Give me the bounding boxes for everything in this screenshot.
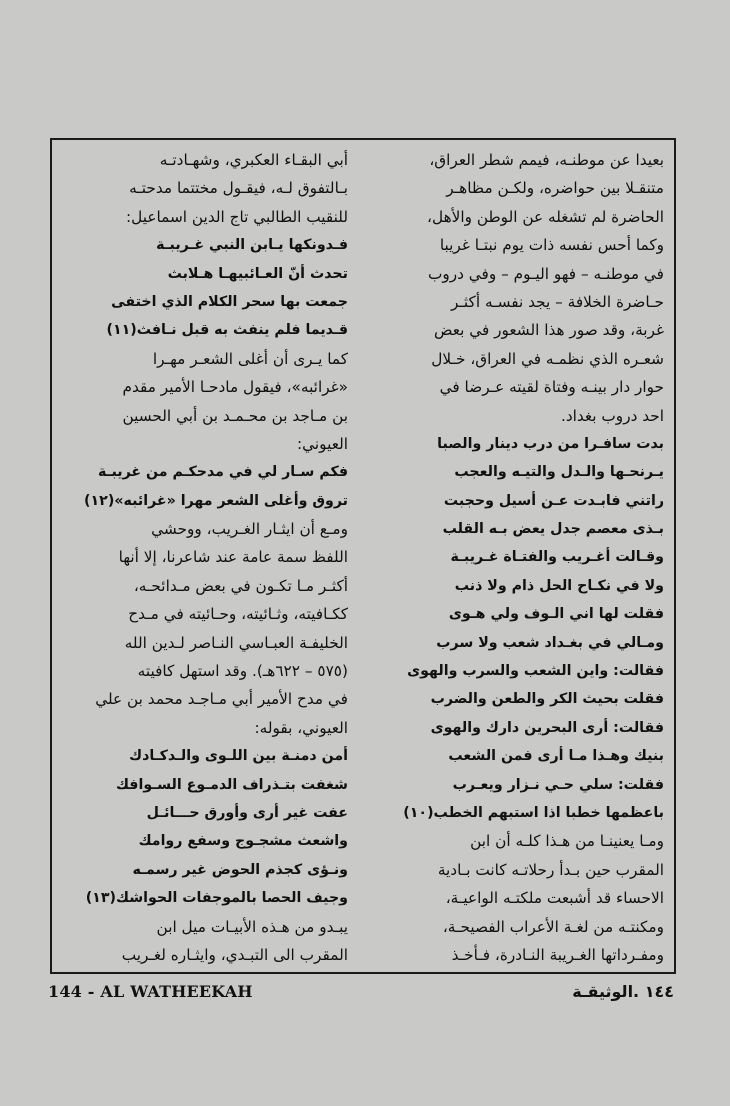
text-column-left [64, 146, 348, 968]
right-column-verse-line: فقالت: واين الشعب والسرب والهوى [407, 663, 664, 680]
left-column-text-line: اللفظ سمة عامة عند شاعرنا، إلا أنها [118, 548, 348, 567]
right-column-verse-line: فقلت لها اني الـوف ولي هـوى [448, 606, 664, 623]
right-column-text-line: المقرب حين بـدأ رحلاتـه كانت بـادية [437, 860, 664, 879]
right-column-text-line: ومـا يعنينـا من هـذا كلـه أن ابن [470, 832, 664, 851]
right-column-verse-line: بنيك وهـذا مـا أرى فمن الشعب [448, 748, 664, 765]
left-column-text-line: ككـافيته، وثـائيته، وحـائيته في مـدح [128, 605, 348, 624]
right-column-text-line: الاحساء قد أشبعت ملكتـه الواعيـة، [445, 889, 664, 908]
right-column-verse-line: ومـالي في بغـداد شعب ولا سرب [436, 634, 664, 651]
left-column-text-line: بـالتفوق لـه، فيقـول مختتما مدحتـه [129, 179, 348, 198]
left-column-text-line: يبـدو من هـذه الأبيـات ميل ابن [156, 917, 348, 936]
left-column-text-line: أبي البقـاء العكبري، وشهـادتـه [159, 151, 348, 169]
right-column-verse-line: فقلت بحيث الكر والطعن والضرب [430, 691, 664, 708]
left-column-verse-line: عفت غير أرى وأورق حـــائـل [146, 804, 348, 821]
right-column-verse-line: يـرنحـها والـدل والتيـه والعجب [454, 464, 664, 481]
left-column-text-line: للنقيب الطالبي تاج الدين اسماعيل: [126, 207, 348, 226]
left-column-text-line: العيوني، بقوله: [254, 718, 348, 737]
left-column-text-line: في مدح الأمير أبي مـاجـد محمد بن علي [95, 690, 348, 709]
right-column-verse-line: بدت سافـرا من درب دينار والصبا [437, 435, 664, 452]
left-column-verse-line: شغفت بتـذراف الدمـوع السـوافك [115, 776, 348, 793]
left-column-text-line: بن مـاجد بن محـمـد بن أبي الحسين [122, 406, 348, 425]
right-column-text-line: شعـره الذي نظمـه في العراق، خـلال [431, 349, 664, 368]
right-column-text-line: ومكنتـه من لغـة الأعراب الفصيحـة، [442, 917, 664, 936]
left-column-verse-line: تروق وأغلى الشعر مهرا «غرائبه»(١٢) [84, 492, 348, 509]
left-column-text-line: (٥٧٥ – ٦٢٢هـ). وقد استهل كافيته [137, 662, 348, 681]
right-column-text-line: غربة، وقد صور هذا الشعور في بعض [433, 321, 664, 340]
right-column-verse-line: فقلت: سلي حـي نـزار ويعـرب [452, 776, 664, 793]
right-column-text-line: في موطنـه – فهو اليـوم – وفي دروب [427, 264, 664, 283]
left-column-text-line: المقرب الى التبـدي، وايثـاره لغـريب [121, 945, 348, 964]
right-column-text-line: حـاضرة الخلافة – يجد نفسـه أكثـر [451, 292, 664, 311]
left-column-text-line: كما يـرى أن أغلى الشعـر مهـرا [152, 349, 348, 368]
right-column-verse-line: ولا في نكـاح الحل ذام ولا ذنب [454, 577, 664, 594]
left-column-text-line: «غرائبه»، فيقول مادحـا الأمير مقدم [122, 378, 348, 397]
left-column-verse-line: تحدث أنّ العـائبيهـا هـلابث [167, 265, 348, 282]
right-column-verse-line: راتني فابـدت عـن أسيل وحجبت [443, 492, 664, 509]
right-column-text-line: احد دروب بغداد. [560, 406, 664, 425]
right-column-verse-line: باعظمها خطبا اذا استبهم الخطب(١٠) [403, 804, 664, 821]
right-column-text-line: وكما أحس نفسه ذات يوم نبتـا غريبا [439, 236, 664, 255]
right-column-verse-line: بـذى معصم جدل يعض بـه القلب [442, 521, 664, 538]
right-column-text-line: متنقـلا بين حواضره، ولكـن مظاهـر [446, 179, 664, 198]
left-column-text-line: ومـع أن ايثـار الغـريب، ووحشي [151, 520, 348, 539]
right-column-verse-line: فقالت: أرى البحرين دارك والهوى [430, 719, 664, 736]
footer-page-label-arabic: ١٤٤ .الوثيقـة [572, 982, 674, 1001]
left-column-text-line: أكثـر مـا تكـون في بعض مـدائحـه، [133, 576, 348, 595]
left-column-verse-line: قـديما فلم ينفث به قبل نـافث(١١) [106, 322, 348, 339]
right-column-text-line: بعيدا عن موطنـه، فيمم شطر العراق، [429, 151, 664, 169]
left-column-verse-line: فـدونكها يـابن النبي غـريبـة [156, 237, 348, 254]
left-column-verse-line: فكم سـار لي في مدحكـم من غريبـة [98, 464, 348, 481]
footer-page-label-latin: 144 - AL WATHEEKAH [48, 982, 253, 1001]
left-column-verse-line: وجيف الحصا بالموجفات الحواشك(١٣) [85, 890, 348, 907]
left-column-verse-line: أمن دمنـة بين اللـوى والـدكـادك [129, 748, 348, 765]
right-column-text-line: حوار دار بينـه وفتاة لقيته عـرضا في [439, 378, 664, 397]
left-column-text-line: الخليفـة العبـاسي النـاصر لـدين الله [124, 633, 348, 652]
left-column-verse-line: واشعث مشجـوج وسفع روامك [138, 833, 348, 850]
text-column-right [380, 146, 664, 968]
right-column-text-line: ومفـرداتها الغـريبة النـادرة، فـأخـذ [451, 945, 664, 964]
right-column-text-line: الحاضرة لم تشغله عن الوطن والأهل، [427, 207, 664, 226]
left-column-verse-line: جمعت بها سحر الكلام الذي اختفى [111, 293, 348, 310]
left-column-text-line: العيوني: [297, 434, 348, 453]
left-column-verse-line: ونـؤى كجذم الحوض غير رسمـه [132, 861, 348, 878]
right-column-verse-line: وقـالت أغـريب والفتـاة غـريبـة [450, 549, 664, 566]
